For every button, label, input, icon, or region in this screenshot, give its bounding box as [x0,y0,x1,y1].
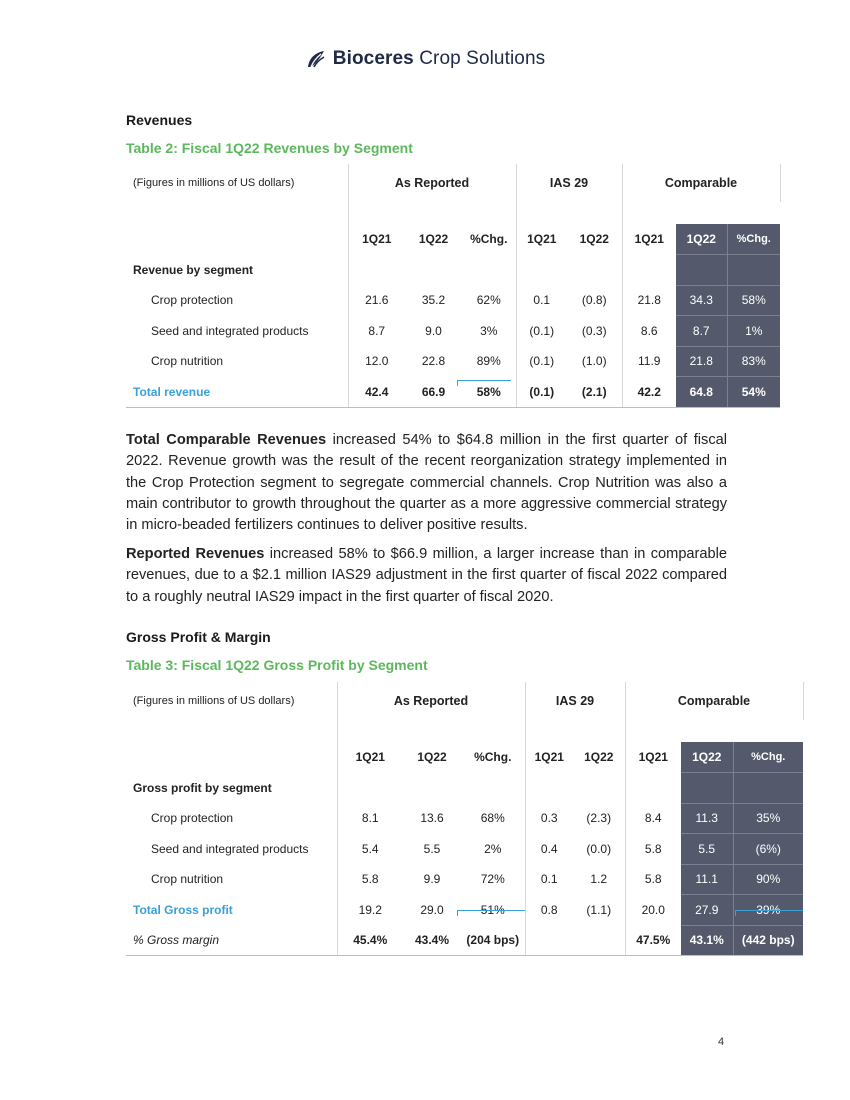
cell: 43.1% [681,925,733,956]
table-row [126,285,780,316]
col-header: 1Q22 [418,232,449,247]
cell: 0.1 [516,285,567,316]
cell: 47.5% [625,925,681,956]
cell: 21.8 [676,346,727,377]
row-label: Crop nutrition [151,872,224,887]
cell: 54% [727,377,780,408]
row-label: % Gross margin [126,925,337,956]
col-header: 1Q21 [625,742,681,773]
row-label: Total revenue [126,377,348,408]
brand-name: Bioceres Crop Solutions [332,48,546,69]
cell: (1.1) [586,902,612,917]
cell: 5.5 [681,834,733,865]
highlight-marker [735,910,803,916]
highlight-marker [457,910,525,916]
cell: 21.6 [348,285,405,316]
page-number: 4 [718,1036,725,1048]
cell: 5.5 [423,841,441,856]
cell: 66.9 [405,377,462,408]
row-group-label: Revenue by segment [133,262,254,277]
cell: 45.4% [337,925,403,956]
paragraph-comparable-revenues: Total Comparable Revenues increased 54% to $64.8 million in the first quarter of fiscal 2022. Revenue growth was the result of the recent reorganization strategy implemented in the Crop Protection segment to segregate commercial channels. Crop Nutrition was also a main contributor to growth throughout the quarter as a more aggressive commercial strategy in micro-beaded fertilizers continues to deliver positive results. [126,432,727,534]
highlight-marker [457,380,511,386]
leaf-logo-icon [305,48,327,70]
cell: 42.4 [348,377,405,408]
cell: 72% [480,872,505,887]
cell: (0.0) [586,841,612,856]
col-header: %Chg. [474,750,512,765]
cell: 1.2 [590,872,608,887]
table-row-margin [126,925,803,956]
cell: 34.3 [676,285,727,316]
cell: 90% [733,864,803,895]
col-header: 1Q21 [337,742,403,773]
table-row-total [126,377,780,408]
cell: 12.0 [348,346,405,377]
cell: 89% [476,354,501,369]
cell: (204 bps) [461,925,525,956]
col-header: 1Q22 [681,742,733,773]
table-title-revenues: Table 2: Fiscal 1Q22 Revenues by Segment [126,140,413,156]
group-as-reported: As Reported [348,164,516,202]
cell: 51% [480,902,505,917]
col-header: 1Q21 [516,224,567,255]
row-label: Crop nutrition [151,354,224,369]
group-ias29: IAS 29 [525,682,625,720]
cell: 21.8 [622,285,676,316]
cell: (6%) [733,834,803,865]
cell: (0.1) [516,346,567,377]
cell: 9.0 [425,323,442,338]
cell: 83% [727,346,780,377]
group-comparable: Comparable [622,164,780,202]
cell: (0.1) [516,377,567,408]
cell: 22.8 [421,354,446,369]
cell: 2% [484,841,502,856]
cell: 8.4 [625,803,681,834]
cell [573,925,625,956]
cell: 43.4% [403,925,461,956]
cell: 1% [727,316,780,347]
cell: (442 bps) [733,925,803,956]
cell: 11.9 [622,346,676,377]
cell: 5.8 [625,864,681,895]
table-title-gross-profit: Table 3: Fiscal 1Q22 Gross Profit by Segment [126,657,428,673]
cell: 35% [733,803,803,834]
group-comparable: Comparable [625,682,803,720]
col-header: 1Q21 [348,224,405,255]
section-heading-revenues: Revenues [126,112,193,128]
row-label: Total Gross profit [133,902,233,917]
cell: 62% [476,293,501,308]
cell: 13.6 [420,811,444,826]
row-group-label: Gross profit by segment [133,780,272,795]
col-header: 1Q22 [417,750,447,765]
revenues-table [126,164,781,408]
cell: 29.0 [420,902,444,917]
cell: 42.2 [622,377,676,408]
cell: 0.3 [525,803,573,834]
cell: 8.6 [622,316,676,347]
cell: 8.7 [676,316,727,347]
col-header: 1Q21 [622,224,676,255]
col-header: 1Q22 [579,232,609,247]
cell [525,925,573,956]
cell: 8.7 [348,316,405,347]
row-label: Crop protection [151,811,234,826]
cell: (0.3) [581,323,607,338]
cell: 64.8 [676,377,727,408]
units-note: (Figures in millions of US dollars) [133,177,295,189]
cell: 9.9 [423,872,441,887]
col-header: %Chg. [733,742,803,773]
row-label: Crop protection [151,293,234,308]
cell: 8.1 [337,803,403,834]
company-logo [0,48,850,70]
table-row [126,316,780,347]
cell: 68% [480,811,505,826]
row-label: Seed and integrated products [151,841,309,856]
cell: 5.8 [625,834,681,865]
cell: 5.4 [337,834,403,865]
cell: 3% [480,323,498,338]
col-header: %Chg. [727,224,780,255]
cell: 11.3 [681,803,733,834]
table-row [126,864,803,895]
table-row [126,803,803,834]
col-header: 1Q22 [676,224,727,255]
cell: 35.2 [421,293,446,308]
group-as-reported: As Reported [337,682,525,720]
cell: (1.0) [581,354,607,369]
col-header: %Chg. [470,232,508,247]
cell: 20.0 [625,895,681,926]
cell: (2.1) [567,377,622,408]
paragraph-reported-revenues: Reported Revenues increased 58% to $66.9 million, a larger increase than in comparable revenues, due to a $2.1 million IAS29 adjustment in the first quarter of fiscal 2022 compared to a roughly neutral IAS29 impact in the first quarter of fiscal 2020. [126,546,727,605]
col-header: 1Q21 [525,742,573,773]
row-label: Seed and integrated products [151,323,309,338]
cell: 39% [733,895,803,926]
col-header: 1Q22 [584,750,614,765]
cell: 0.1 [525,864,573,895]
cell: 27.9 [681,895,733,926]
cell: 11.1 [681,864,733,895]
cell: 0.8 [525,895,573,926]
table-row [126,346,780,377]
section-heading-gross-profit: Gross Profit & Margin [126,629,271,645]
cell: 58% [462,377,516,408]
units-note: (Figures in millions of US dollars) [133,695,295,707]
cell: (2.3) [586,811,612,826]
cell: 5.8 [337,864,403,895]
cell: (0.1) [516,316,567,347]
table-row [126,834,803,865]
cell: (0.8) [581,293,607,308]
cell: 58% [727,285,780,316]
cell: 0.4 [525,834,573,865]
group-ias29: IAS 29 [516,164,622,202]
cell: 19.2 [337,895,403,926]
